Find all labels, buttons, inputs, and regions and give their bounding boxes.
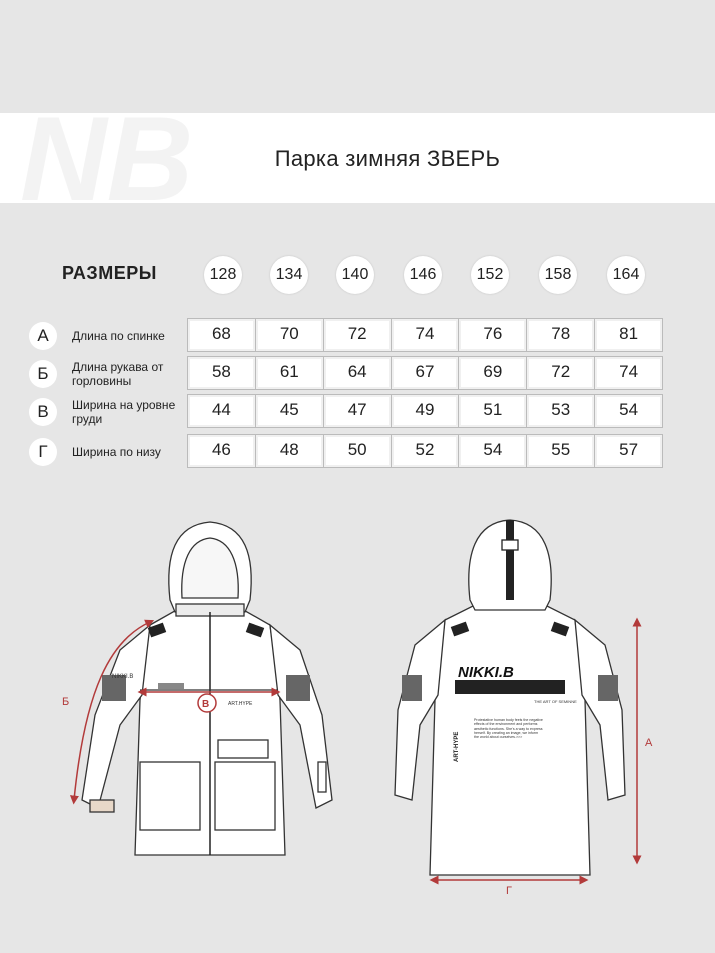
back-brand-text: NIKKI.B	[458, 664, 514, 681]
value-cell: 67	[392, 357, 460, 389]
value-cell: 74	[392, 319, 460, 351]
back-length-letter: А	[645, 737, 653, 749]
value-cell: 51	[459, 395, 527, 427]
row-label: Ширина по низу	[72, 445, 161, 459]
row-label: Ширина на уровне груди	[72, 398, 176, 426]
row-values	[187, 434, 663, 468]
back-small-text: Protestative human body feels the negative effects of the environment and performs aesthetic functions. She's a way to express herself. By creating an image, we inform the world about ourselves.>>>	[474, 718, 543, 740]
value-cell: 69	[459, 357, 527, 389]
value-cell: 52	[392, 435, 460, 467]
front-pocket-tag: ART.HYPE	[228, 701, 253, 707]
svg-text:NB: NB	[20, 92, 194, 226]
size-badge: 128	[204, 256, 242, 294]
measure-row-c	[0, 394, 715, 430]
measure-row-d	[0, 434, 715, 470]
value-cell: 68	[188, 319, 256, 351]
page-title: Парка зимняя ЗВЕРЬ	[274, 146, 501, 171]
value-cell: 58	[188, 357, 256, 389]
row-letter: Г	[29, 438, 57, 466]
row-values	[187, 356, 663, 390]
value-cell: 45	[256, 395, 324, 427]
row-label: Длина рукава от горловины	[72, 360, 164, 388]
value-cell: 54	[595, 395, 662, 427]
size-badge: 146	[404, 256, 442, 294]
size-badge: 152	[471, 256, 509, 294]
value-cell: 44	[188, 395, 256, 427]
row-letter: Б	[29, 360, 57, 388]
value-cell: 64	[324, 357, 392, 389]
value-cell: 50	[324, 435, 392, 467]
value-cell: 74	[595, 357, 662, 389]
front-jacket-drawing	[82, 522, 332, 855]
value-cell: 78	[527, 319, 595, 351]
row-letter: В	[29, 398, 57, 426]
measure-row-a	[0, 318, 715, 354]
value-cell: 53	[527, 395, 595, 427]
back-small-text-box	[474, 718, 544, 766]
value-cell: 48	[256, 435, 324, 467]
back-side-text: ART-HYPE	[454, 731, 460, 762]
front-chest-tag: NIKKI.B	[112, 674, 134, 680]
value-cell: 76	[459, 319, 527, 351]
value-cell: 72	[324, 319, 392, 351]
value-cell: 55	[527, 435, 595, 467]
value-cell: 70	[256, 319, 324, 351]
value-cell: 57	[595, 435, 662, 467]
row-values	[187, 394, 663, 428]
chest-measure-letter: В	[202, 699, 210, 710]
value-cell: 47	[324, 395, 392, 427]
row-label: Длина по спинке	[72, 329, 165, 343]
sizes-label: РАЗМЕРЫ	[62, 263, 157, 283]
value-cell: 49	[392, 395, 460, 427]
value-cell: 61	[256, 357, 324, 389]
size-badge: 164	[607, 256, 645, 294]
back-jacket-drawing	[395, 520, 625, 875]
value-cell: 54	[459, 435, 527, 467]
sleeve-measure-letter: Б	[62, 696, 70, 708]
value-cell: 46	[188, 435, 256, 467]
row-values	[187, 318, 663, 352]
value-cell: 81	[595, 319, 662, 351]
size-badge: 158	[539, 256, 577, 294]
hem-letter: Г	[506, 885, 512, 897]
jacket-diagrams	[0, 500, 715, 900]
measure-row-b	[0, 356, 715, 392]
size-badge: 140	[336, 256, 374, 294]
row-letter: А	[29, 322, 57, 350]
value-cell: 72	[527, 357, 595, 389]
size-badge: 134	[270, 256, 308, 294]
back-tagline-text: THE ART OF SEMINNE	[534, 699, 577, 704]
